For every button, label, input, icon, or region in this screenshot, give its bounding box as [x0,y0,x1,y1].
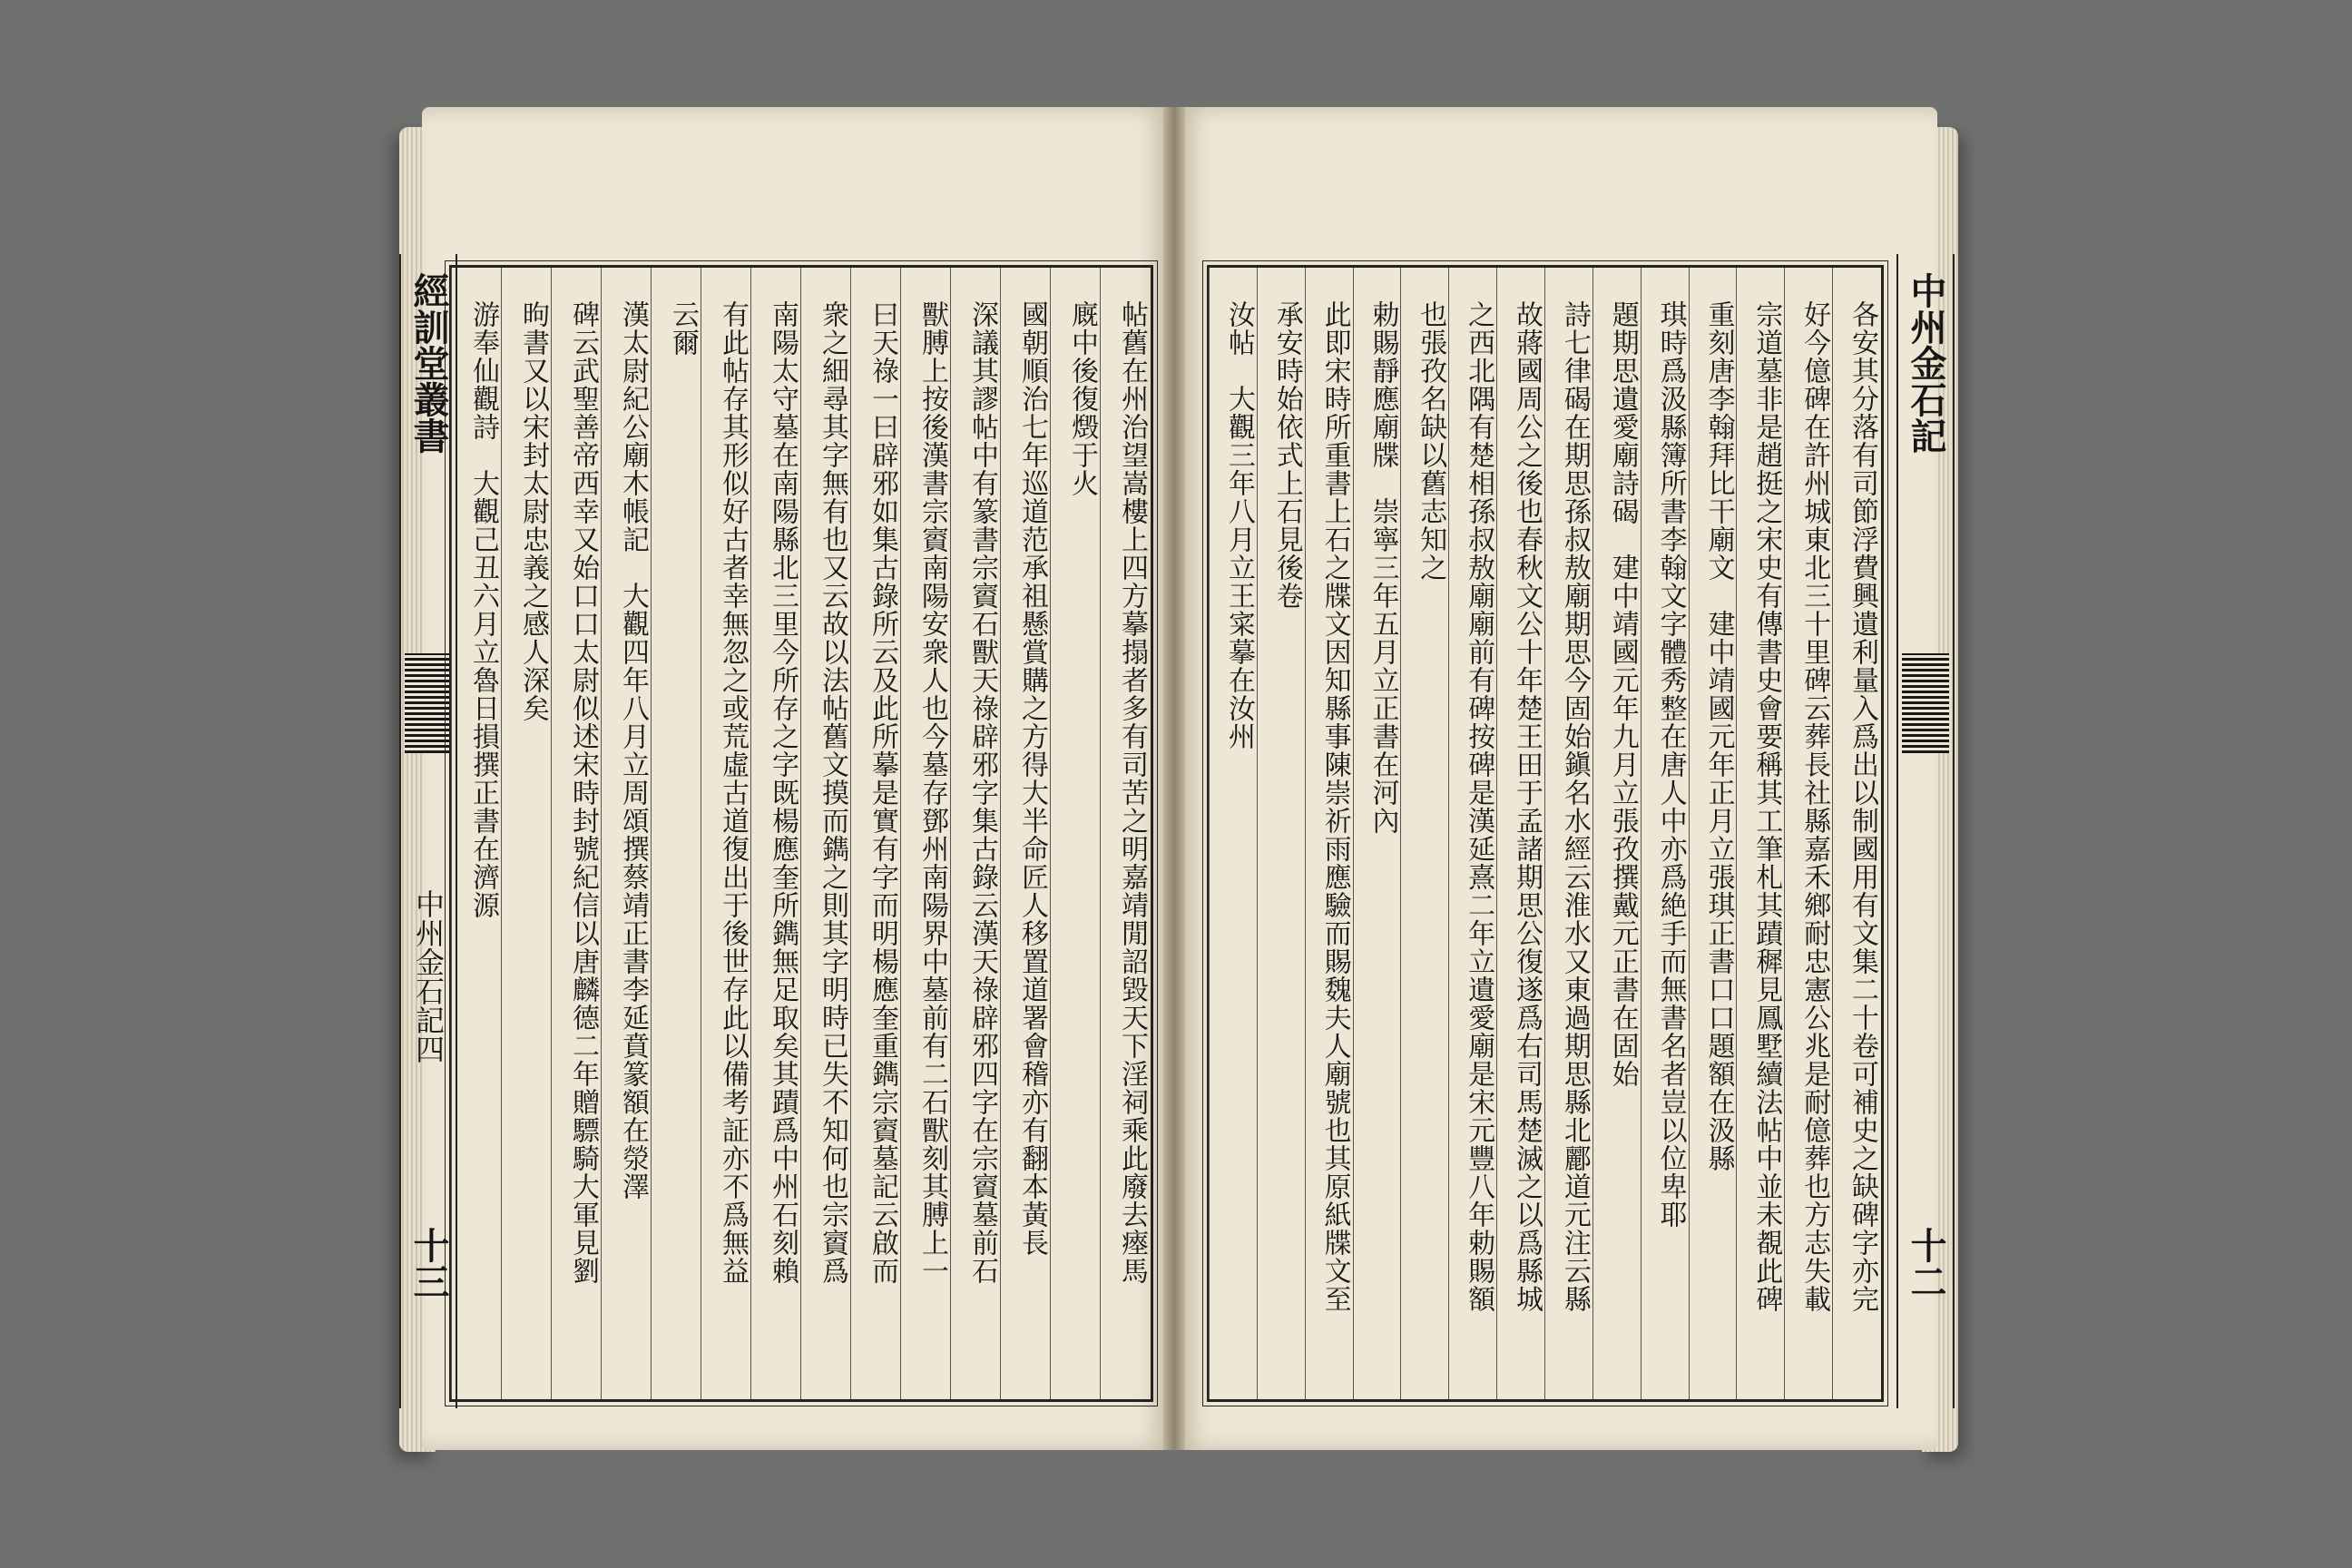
left_page-column [701,268,751,1399]
left_page-column [501,268,552,1399]
column-text: 云爾 [667,300,699,357]
right_page-column [1592,268,1642,1399]
right_page-column [1209,268,1258,1399]
right_page-column [1496,268,1545,1399]
section-heading-right: 中州金石記 [1905,272,1947,454]
right_page-column [1305,268,1354,1399]
left_page-column [651,268,701,1399]
column-text: 衆之細尋其字無有也又云故以法帖舊文摸而鐫之則其字明時已失不知何也宗賨爲 [817,300,848,1285]
right-text-frame [1207,265,1884,1402]
page-number-right: 十二 [1905,1227,1947,1299]
left_page-column [850,268,901,1399]
left_page-column [451,268,502,1399]
spine-title-left: 經訓堂叢書 [407,272,450,454]
column-text: 國朝順治七年巡道范承祖懸賞購之方得大半命匠人移置道署會稽亦有翻本黃長 [1016,300,1048,1257]
left_page-column [900,268,951,1399]
fishtail-ornament-icon [1902,653,1949,753]
column-text: 各安其分落有司節浮費興遺利量入爲出以制國用有文集二十卷可補史之缺碑字亦完 [1847,300,1878,1313]
right_page-column [1641,268,1690,1399]
left_page-column [800,268,851,1399]
column-text: 故蔣國周公之後也春秋文公十年楚王田于孟諸期思公復遂爲右司馬楚滅之以爲縣城 [1511,300,1543,1313]
section-heading-left: 中州金石記四 [411,889,446,1063]
column-text: 南陽太守墓在南陽縣北三里今所存之字既楊應奎所鐫無足取矣其蹟爲中州石刻賴 [767,300,799,1285]
column-text: 琪時爲汲縣簿所書李翰文字體秀整在唐人中亦爲絶手而無書名者豈以位卑耶 [1654,300,1687,1229]
column-text: 漢太尉紀公廟木帳記 大觀四年八月立周頌撰蔡靖正書李延賁篆額在滎澤 [617,300,649,1200]
column-text: 之西北隅有楚相孫叔敖廟廟前有碑按碑是漢延熹二年立遺愛廟是宋元豐八年勅賜額 [1463,300,1495,1313]
column-text: 帖舊在州治望嵩樓上四方摹搨者多有司苦之明嘉靖閒詔毀天下淫祠乘此廢去瘞馬 [1116,300,1148,1285]
column-text: 重刻唐李翰拜比干廟文 建中靖國元年正月立張琪正書口口題額在汲縣 [1702,300,1735,1172]
column-text: 此即宋時所重書上石之牒文因知縣事陳崇祈雨應驗而賜魏夫人廟號也其原紙牒文至 [1318,300,1351,1313]
column-text: 宗道墓非是趙挺之宋史有傳書史會要稱其工筆札其蹟穉見鳳墅續法帖中並未覩此碑 [1750,300,1783,1313]
right_page-column [1353,268,1402,1399]
column-text: 游奉仙觀詩 大觀己丑六月立魯日損撰正書在濟源 [467,300,499,919]
fishtail-ornament-icon [405,653,452,753]
right_page-column [1257,268,1306,1399]
right_page-column [1544,268,1593,1399]
right_page-column [1832,268,1881,1399]
column-text: 汝帖 大觀三年八月立王寀摹在汝州 [1222,300,1255,750]
column-text: 深議其謬帖中有篆書宗賨石獸天祿辟邪字集古錄云漢天祿辟邪四字在宗賨墓前石 [966,300,998,1285]
column-text: 昫書又以宋封太尉忠義之感人深矣 [517,300,549,722]
column-text: 曰天祿一曰辟邪如集古錄所云及此所摹是實有字而明楊應奎重鐫宗賨墓記云啟而 [867,300,898,1285]
page-number-left: 十三 [407,1227,450,1299]
column-text: 獸膊上按後漢書宗賨南陽安衆人也今墓存鄧州南陽界中墓前有二石獸刻其膊上一 [916,300,948,1285]
left_page-column [601,268,652,1399]
right_page-column [1400,268,1449,1399]
column-text: 好今億碑在許州城東北三十里碑云葬長社縣嘉禾鄉耐忠憲公兆是耐億葬也方志失載 [1798,300,1831,1313]
book-gutter [1163,107,1185,1450]
left_page-column [551,268,602,1399]
right_page-column [1736,268,1785,1399]
left_page-column [1100,268,1151,1399]
right_page-column [1689,268,1738,1399]
column-text: 詩七律碣在期思孫叔敖廟期思今固始鎭名水經云淮水又東過期思縣北酈道元注云縣 [1558,300,1591,1313]
right_page-column [1448,268,1497,1399]
column-text: 承安時始依式上石見後卷 [1270,300,1303,610]
column-text: 勅賜靜應廟牒 崇寧三年五月立正書在河內 [1367,300,1399,835]
column-text: 廐中後復燬于火 [1066,300,1098,497]
left-text-frame [449,265,1153,1402]
left_page-column [950,268,1001,1399]
left_page-column [1050,268,1101,1399]
left_page-column [750,268,801,1399]
right-block-center [1896,254,1955,1408]
column-text: 也張孜名缺以舊志知之 [1415,300,1447,582]
left_page-column [1000,268,1051,1399]
column-text: 題期思遺愛廟詩碣 建中靖國元年九月立張孜撰戴元正書在固始 [1606,300,1639,1088]
column-text: 碑云武聖善帝西幸又始口口太尉似述宋時封號紀信以唐麟德二年贈驃騎大軍見劉 [567,300,599,1285]
right_page-column [1784,268,1833,1399]
column-text: 有此帖存其形似好古者幸無忽之或荒虛古道復出于後世存此以備考証亦不爲無益 [717,300,749,1285]
